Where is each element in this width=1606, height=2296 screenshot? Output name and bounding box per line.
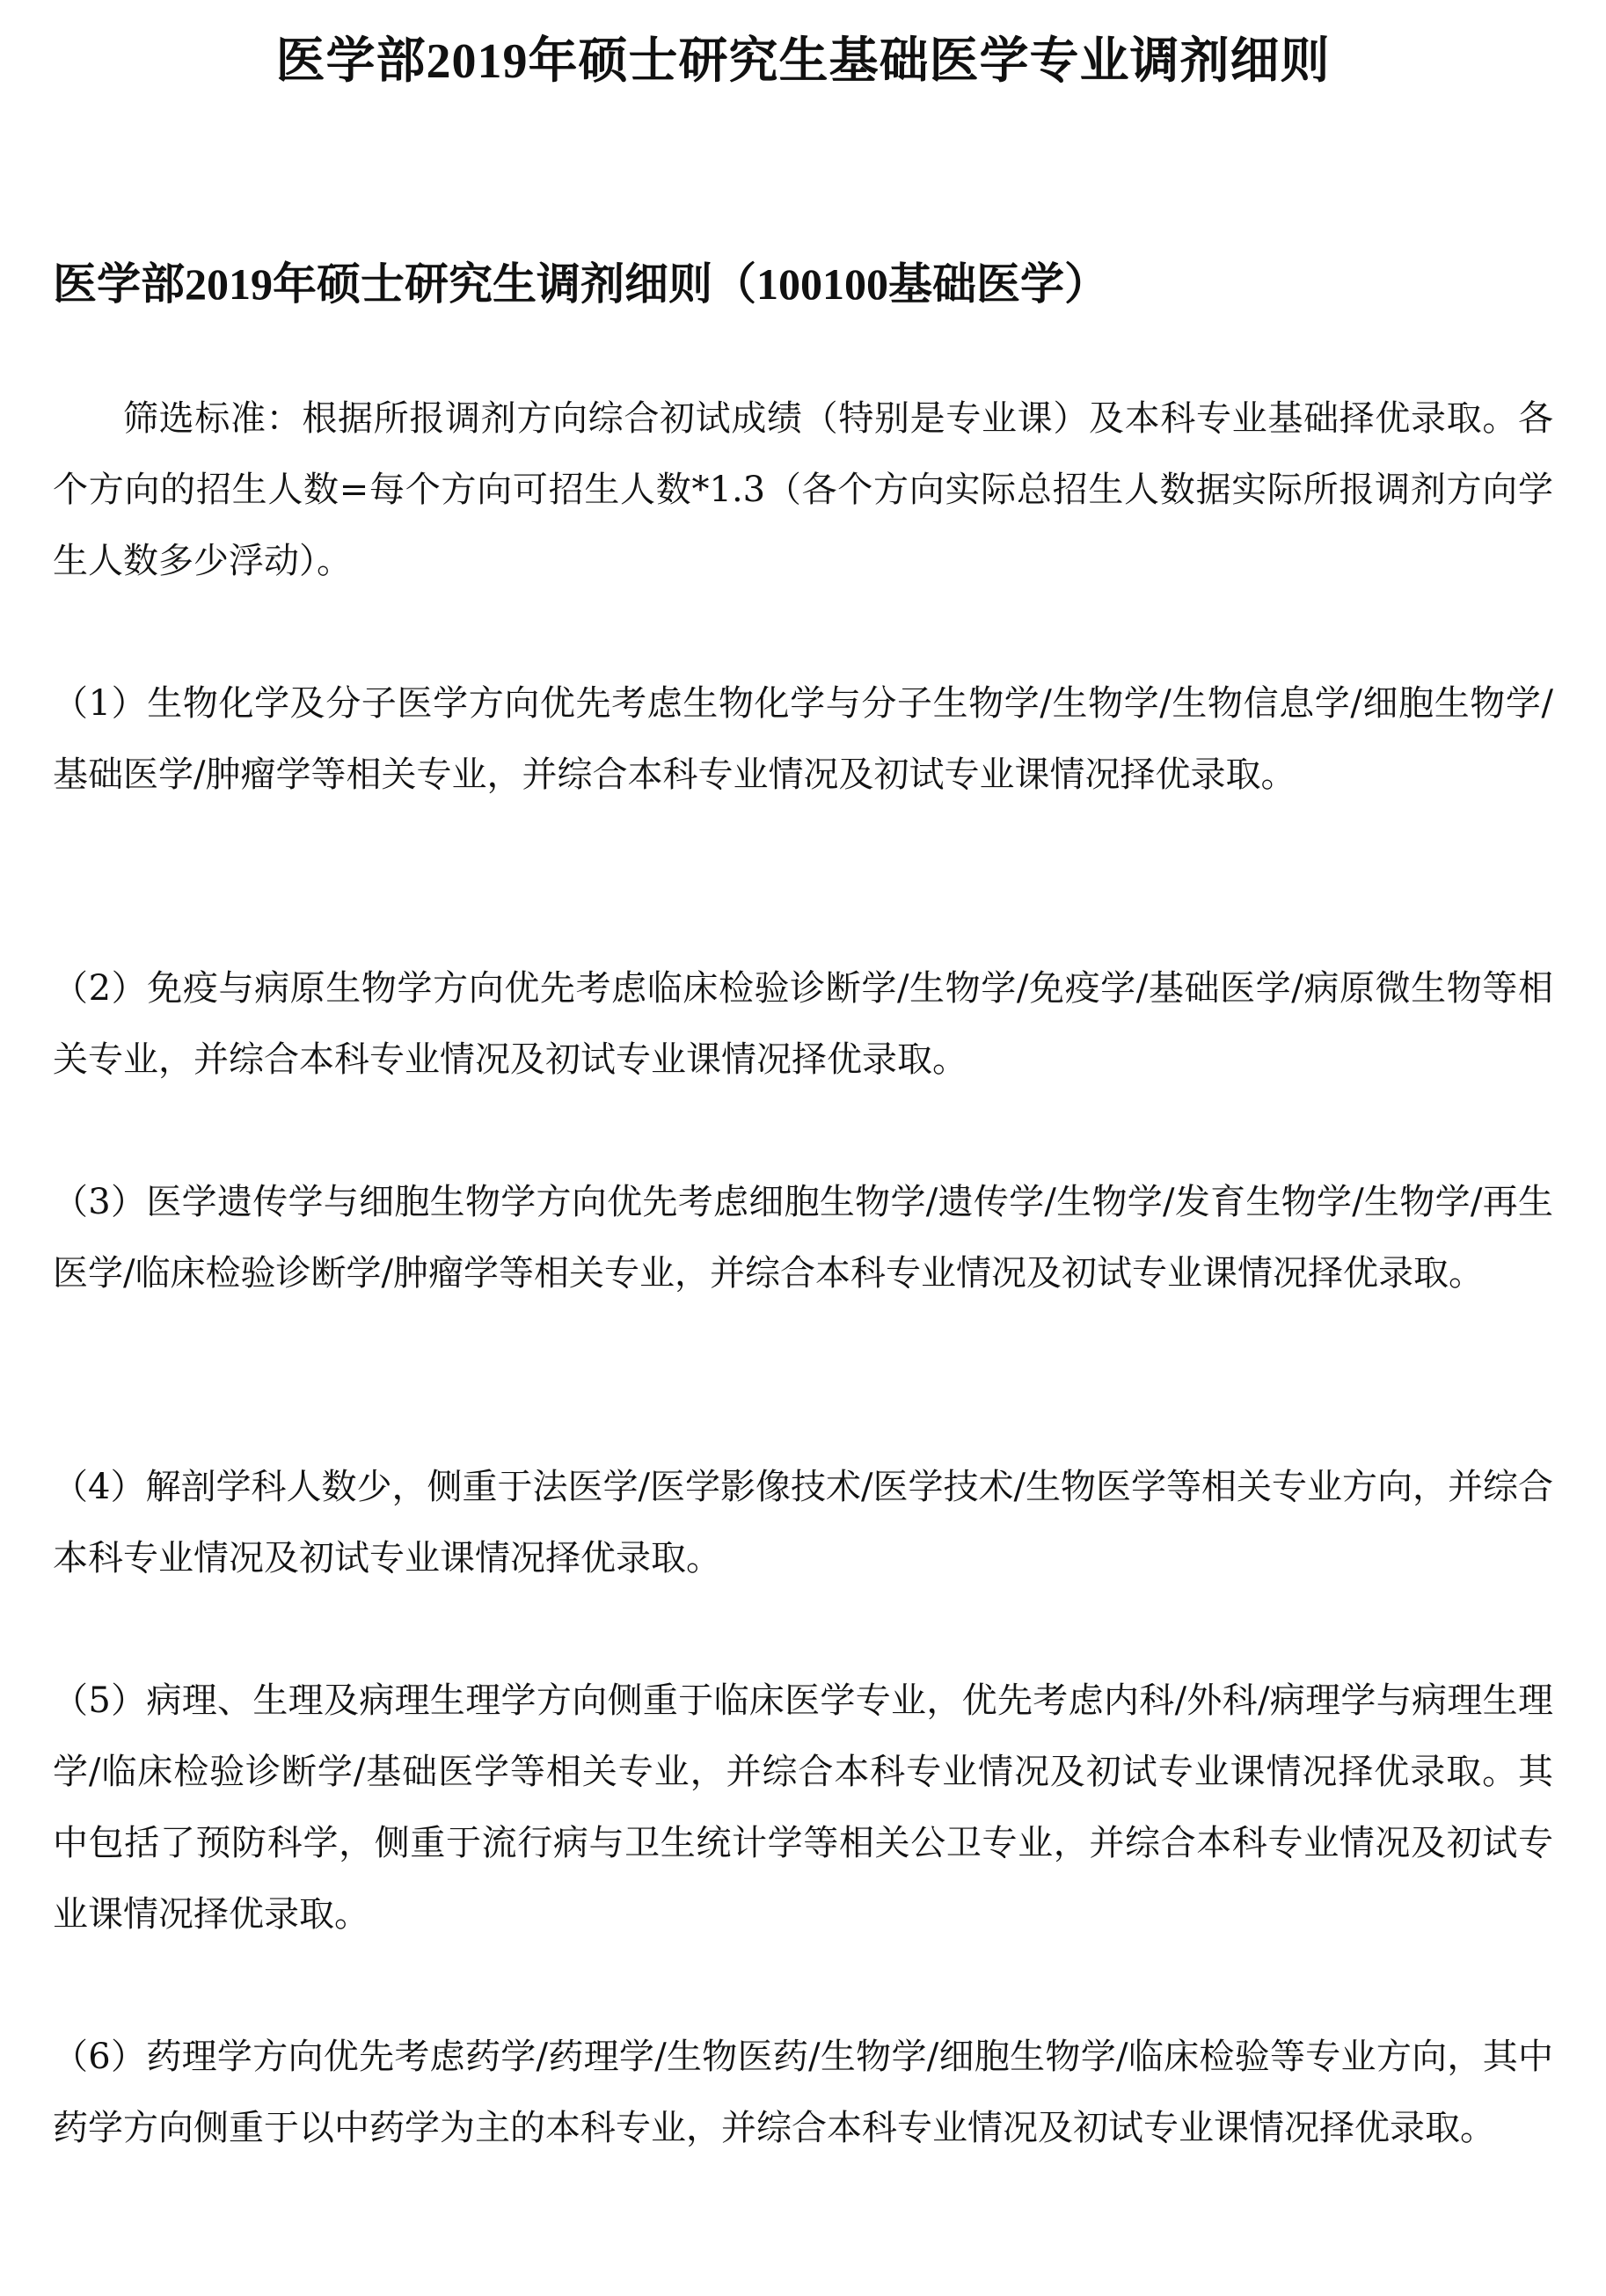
list-item: （2）免疫与病原生物学方向优先考虑临床检验诊断学/生物学/免疫学/基础医学/病原微生物等相关专业，并综合本科专业情况及初试专业课情况择优录取。 <box>53 968 1553 1080</box>
section-heading: 医学部2019年硕士研究生调剂细则（100100基础医学） <box>53 259 1108 309</box>
list-item: （4）解剖学科人数少，侧重于法医学/医学影像技术/医学技术/生物医学等相关专业方向，并综合本科专业情况及初试专业课情况择优录取。 <box>53 1467 1553 1578</box>
intro-paragraph: 筛选标准：根据所报调剂方向综合初试成绩（特别是专业课）及本科专业基础择优录取。各个方向的招生人数=每个方向可招生人数*1.3（各个方向实际总招生人数据实际所报调剂方向学生人数多少浮动）。 <box>53 398 1553 581</box>
list-item: （6）药理学方向优先考虑药学/药理学/生物医药/生物学/细胞生物学/临床检验等专业方向，其中药学方向侧重于以中药学为主的本科专业，并综合本科专业情况及初试专业课情况择优录取。 <box>53 2037 1553 2148</box>
list-item: （3）医学遗传学与细胞生物学方向优先考虑细胞生物学/遗传学/生物学/发育生物学/生物学/再生医学/临床检验诊断学/肿瘤学等相关专业，并综合本科专业情况及初试专业课情况择优录取。 <box>53 1182 1553 1294</box>
list-item: （1）生物化学及分子医学方向优先考虑生物化学与分子生物学/生物学/生物信息学/细胞生物学/基础医学/肿瘤学等相关专业，并综合本科专业情况及初试专业课情况择优录取。 <box>53 683 1553 795</box>
list-item: （5）病理、生理及病理生理学方向侧重于临床医学专业，优先考虑内科/外科/病理学与病理生理学/临床检验诊断学/基础医学等相关专业，并综合本科专业情况及初试专业课情况择优录取。其中包括了预防科学，侧重于流行病与卫生统计学等相关公卫专业，并综合本科专业情况及初试专业课情况择优录取。 <box>53 1680 1553 1935</box>
document-title: 医学部2019年硕士研究生基础医学专业调剂细则 <box>275 34 1331 89</box>
